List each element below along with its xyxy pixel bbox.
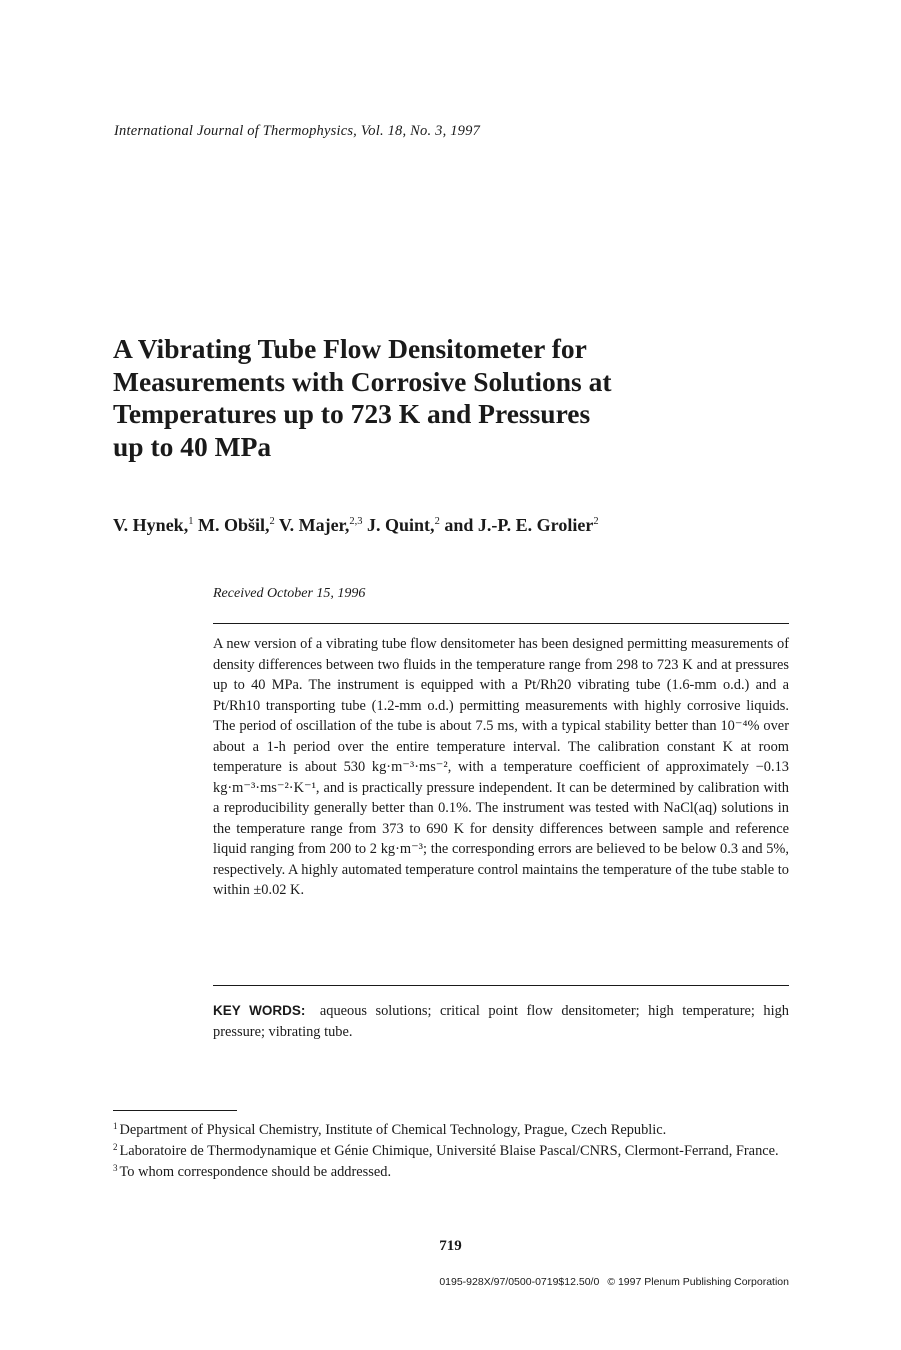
key-words-text: aqueous solutions; critical point flow densitometer; high temperature; high pressure; vibrating tube. <box>213 1003 789 1040</box>
key-words <box>213 1000 789 1043</box>
footnote-text: Department of Physical Chemistry, Institute of Chemical Technology, Prague, Czech Republic. <box>119 1122 667 1138</box>
title-line: Measurements with Corrosive Solutions at <box>113 365 612 397</box>
footnotes <box>113 1120 789 1183</box>
author-name: and J.-P. E. Grolier <box>444 515 594 535</box>
key-words-label: KEY WORDS: <box>213 1003 306 1018</box>
footnote <box>113 1162 789 1183</box>
author-affiliation-mark: 2,3 <box>349 516 363 527</box>
author-affiliation-mark: 2 <box>269 516 275 527</box>
page-number: 719 <box>439 1238 462 1254</box>
title-line: up to 40 MPa <box>113 430 272 462</box>
journal-header: International Journal of Thermophysics, Vol. 18, No. 3, 1997 <box>114 123 481 139</box>
title-line: Temperatures up to 723 K and Pressures <box>113 398 591 429</box>
author-name: J. Quint, <box>367 515 435 535</box>
footnote-mark: 1 <box>113 1121 118 1131</box>
author-affiliation-mark: 2 <box>434 516 440 527</box>
footnote-text: To whom correspondence should be addressed. <box>119 1164 392 1180</box>
abstract-top-rule <box>213 623 789 624</box>
article-title <box>113 333 713 463</box>
copyright-line <box>439 1276 789 1288</box>
author-name: M. Obšil, <box>197 515 270 535</box>
footnote-rule <box>113 1110 237 1111</box>
copyright-notice: © 1997 Plenum Publishing Corporation <box>607 1276 789 1288</box>
author-list <box>113 515 599 536</box>
author-name: V. Majer, <box>278 515 350 535</box>
received-date: Received October 15, 1996 <box>213 586 366 601</box>
author-affiliation-mark: 1 <box>188 516 194 527</box>
issn-code: 0195-928X/97/0500-0719$12.50/0 <box>439 1276 600 1288</box>
author-name: V. Hynek, <box>113 515 189 535</box>
author-affiliation-mark: 2 <box>593 516 599 527</box>
footnote <box>113 1141 789 1162</box>
abstract-bottom-rule <box>213 985 789 986</box>
footnote-mark: 2 <box>113 1142 118 1152</box>
title-line: A Vibrating Tube Flow Densitometer for <box>113 333 587 364</box>
footnote <box>113 1120 789 1141</box>
footnote-mark: 3 <box>113 1163 118 1173</box>
abstract-text: A new version of a vibrating tube flow densitometer has been designed permitting measurements of density differences between two fluids in the temperature range from 298 to 723 K and at pressures up to 40 MPa. The instrument is equipped with a Pt/Rh20 vibrating tube (1.6-mm o.d.) and a Pt/Rh10 transporting tube (1.2-mm o.d.) permitting measurements with highly corrosive liquids. The period of oscillation of the tube is about 7.5 ms, with a typical stability better than 10⁻⁴% over about a 1-h period over the entire temperature interval. The calibration constant K at room temperature is about 530 kg·m⁻³·ms⁻², with a temperature coefficient of approximately −0.13 kg·m⁻³·ms⁻²·K⁻¹, and is practically pressure independent. It can be determined by calibration with a reproducibility generally better than 0.1%. The instrument was tested with NaCl(aq) solutions in the temperature range from 373 to 690 K for density differences between sample and reference liquid ranging from 200 to 2 kg·m⁻³; the corresponding errors are believed to be below 0.3 and 5%, respectively. A highly automated temperature control maintains the temperature of the tube stable to within ±0.02 K. <box>213 636 789 898</box>
footnote-text: Laboratoire de Thermodynamique et Génie Chimique, Université Blaise Pascal/CNRS, Clermont-Ferrand, France. <box>119 1143 779 1159</box>
